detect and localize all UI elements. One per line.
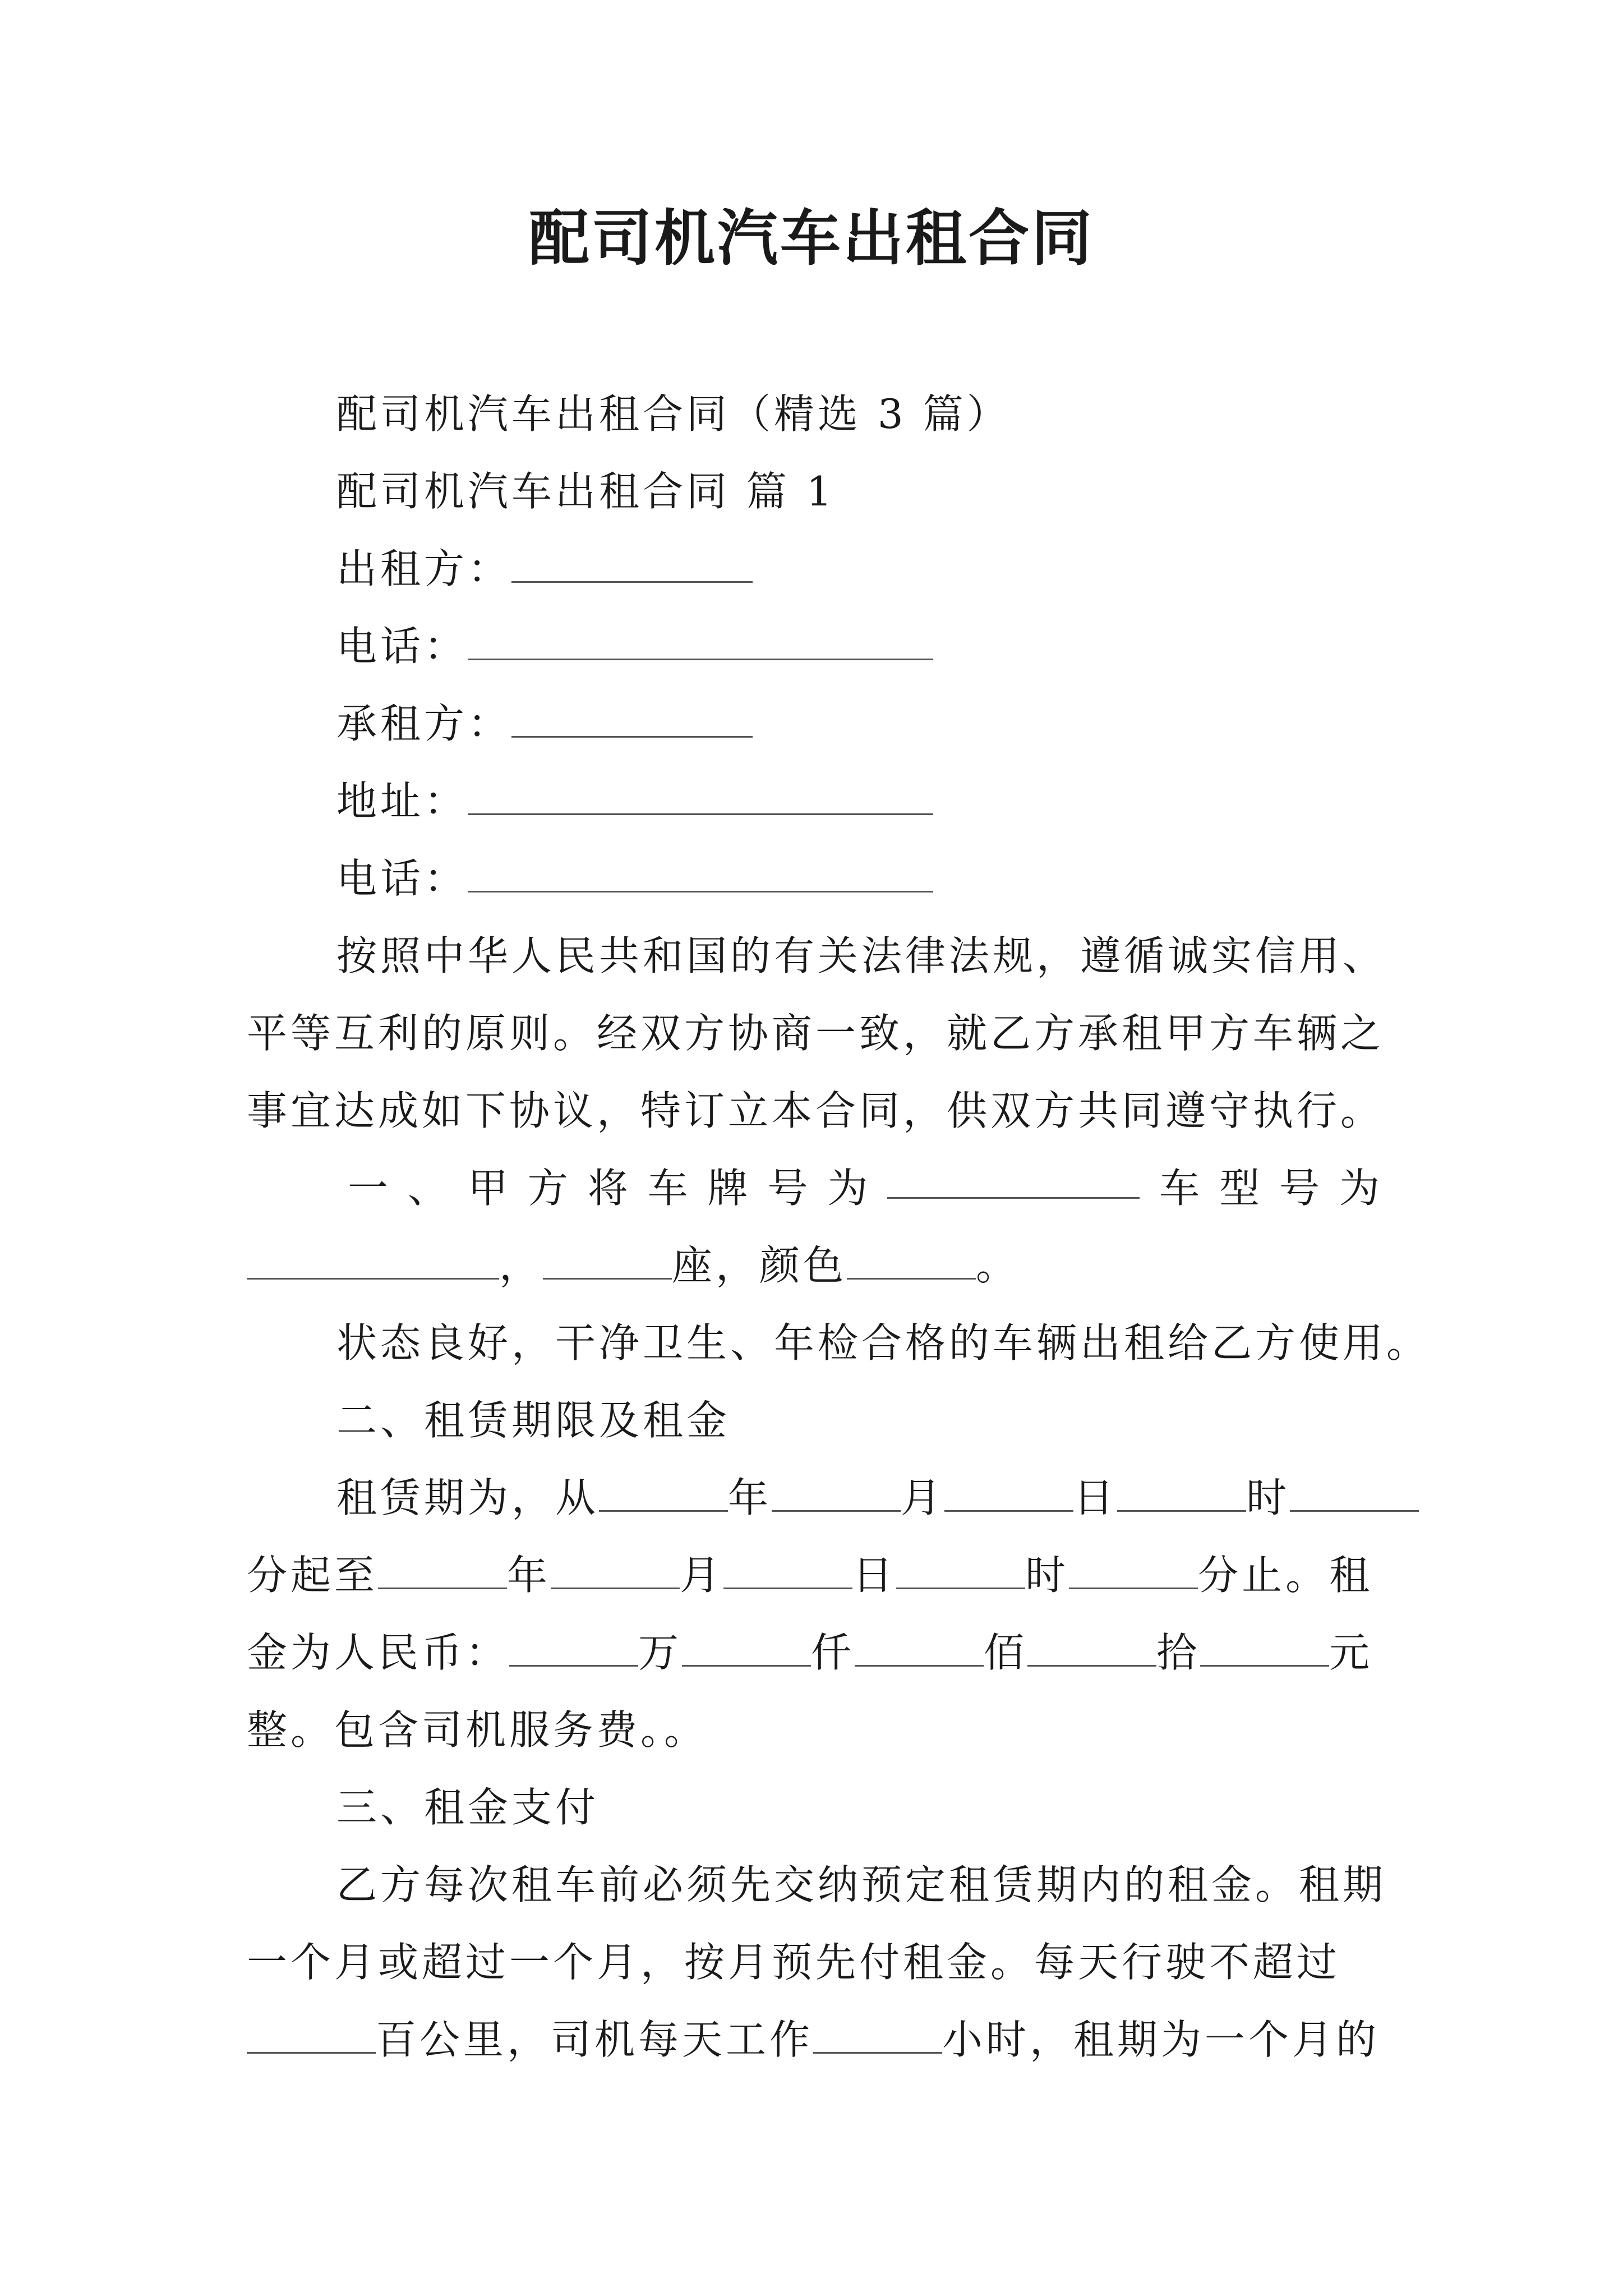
clause3-line-2: 一个月或超过一个月，按月预先付租金。每天行驶不超过 bbox=[247, 1939, 1341, 1986]
clause1-word: 车 bbox=[647, 1165, 688, 1212]
phone1-line bbox=[336, 619, 933, 673]
clause1-word: 牌 bbox=[707, 1165, 748, 1212]
comma: ， bbox=[499, 1242, 543, 1289]
lessee-label: 承租方： bbox=[336, 700, 512, 747]
qian-blank bbox=[682, 1629, 811, 1667]
month-label: 月 bbox=[680, 1552, 724, 1599]
clause3-line-1: 乙方每次租车前必须先交纳预定租赁期内的租金。租期 bbox=[336, 1861, 1387, 1908]
hours-end-label: 小时，租期为一个月的 bbox=[942, 2016, 1380, 2063]
clause1-word: 号 bbox=[767, 1165, 808, 1212]
to-year-blank bbox=[378, 1552, 507, 1589]
work-hours-blank bbox=[813, 2016, 942, 2054]
bai-label: 佰 bbox=[984, 1629, 1028, 1676]
clause1-word: 为 bbox=[1339, 1165, 1380, 1212]
phone1-label: 电话： bbox=[336, 623, 468, 670]
intro-line-2: 平等互利的原则。经双方协商一致，就乙方承租甲方车辆之 bbox=[247, 1010, 1385, 1057]
yuan-label: 元 bbox=[1329, 1629, 1373, 1676]
clause2-heading: 二、租赁期限及租金 bbox=[336, 1397, 731, 1444]
from-year-blank bbox=[599, 1474, 728, 1512]
section-heading: 配司机汽车出租合同 篇 1 bbox=[336, 468, 836, 515]
clause1-word: 一 bbox=[348, 1165, 389, 1212]
from-month-blank bbox=[772, 1474, 901, 1512]
color-blank bbox=[847, 1242, 976, 1280]
plate-number-blank bbox=[887, 1161, 1140, 1199]
from-minute-blank bbox=[1290, 1474, 1419, 1512]
clause3-line-3 bbox=[247, 2013, 1380, 2067]
clause1-word: 、 bbox=[407, 1165, 448, 1212]
hour-label: 时 bbox=[1025, 1552, 1069, 1599]
to-day-blank bbox=[723, 1552, 852, 1589]
minute-from-to-label: 分起至 bbox=[247, 1552, 379, 1599]
clause2-line-2 bbox=[247, 1548, 1373, 1602]
clause2-line-4: 整。包含司机服务费。。 bbox=[247, 1706, 708, 1754]
lessee-line bbox=[336, 697, 753, 751]
bai-blank bbox=[855, 1629, 984, 1667]
clause1-word: 甲 bbox=[467, 1165, 508, 1212]
document-title: 配司机汽车出租合同 bbox=[528, 203, 1094, 274]
clause1-word: 型 bbox=[1219, 1165, 1260, 1212]
hour-label: 时 bbox=[1246, 1474, 1290, 1521]
lease-period-label: 租赁期为，从 bbox=[336, 1474, 600, 1521]
day-label: 日 bbox=[1073, 1474, 1118, 1521]
from-hour-blank bbox=[1117, 1474, 1246, 1512]
clause1-word: 车 bbox=[1159, 1165, 1200, 1212]
wan-blank bbox=[509, 1629, 638, 1667]
yuan-blank bbox=[1200, 1629, 1329, 1667]
address-blank bbox=[468, 777, 933, 815]
address-label: 地址： bbox=[336, 777, 468, 825]
address-line bbox=[336, 774, 933, 828]
phone2-blank bbox=[468, 855, 933, 892]
day-label: 日 bbox=[852, 1552, 897, 1599]
year-label: 年 bbox=[728, 1474, 772, 1521]
phone2-label: 电话： bbox=[336, 855, 468, 902]
lessor-line bbox=[336, 542, 753, 596]
subtitle: 配司机汽车出租合同（精选 3 篇） bbox=[336, 390, 1011, 438]
intro-line-1: 按照中华人民共和国的有关法律法规，遵循诚实信用、 bbox=[336, 932, 1387, 979]
clause2-line-3 bbox=[247, 1626, 1373, 1680]
phone1-blank bbox=[468, 623, 933, 660]
shi-blank bbox=[1027, 1629, 1156, 1667]
to-hour-blank bbox=[896, 1552, 1025, 1589]
seat-color-label: 座，颜色 bbox=[672, 1242, 847, 1289]
to-month-blank bbox=[551, 1552, 680, 1589]
intro-line-3: 事宜达成如下协议，特订立本合同，供双方共同遵守执行。 bbox=[247, 1087, 1385, 1134]
clause2-line-1 bbox=[336, 1471, 1419, 1525]
qian-label: 仟 bbox=[811, 1629, 855, 1676]
minute-end-label: 分止。租 bbox=[1198, 1552, 1373, 1599]
km-label: 百公里，司机每天工作 bbox=[376, 2016, 814, 2063]
from-day-blank bbox=[944, 1474, 1073, 1512]
clause1-word: 将 bbox=[587, 1165, 628, 1212]
km-blank bbox=[247, 2016, 376, 2054]
lessor-blank bbox=[511, 545, 753, 583]
lessor-label: 出租方： bbox=[336, 545, 512, 592]
wan-label: 万 bbox=[638, 1629, 683, 1676]
clause3-heading: 三、租金支付 bbox=[336, 1784, 600, 1831]
clause1-line-1 bbox=[348, 1161, 1380, 1215]
model-blank bbox=[247, 1242, 499, 1280]
seats-blank bbox=[543, 1242, 672, 1280]
year-label: 年 bbox=[507, 1552, 551, 1599]
clause1-word: 号 bbox=[1279, 1165, 1320, 1212]
period: 。 bbox=[976, 1242, 1020, 1289]
clause1-line-2 bbox=[247, 1239, 1020, 1292]
rent-amount-label: 金为人民币： bbox=[247, 1629, 510, 1676]
phone2-line bbox=[336, 852, 933, 905]
to-minute-blank bbox=[1069, 1552, 1198, 1589]
shi-label: 拾 bbox=[1156, 1629, 1201, 1676]
month-label: 月 bbox=[901, 1474, 945, 1521]
lessee-blank bbox=[511, 700, 753, 738]
clause1-line-3: 状态良好，干净卫生、年检合格的车辆出租给乙方使用。 bbox=[336, 1319, 1431, 1366]
clause1-word: 方 bbox=[527, 1165, 568, 1212]
clause1-word: 为 bbox=[827, 1165, 868, 1212]
